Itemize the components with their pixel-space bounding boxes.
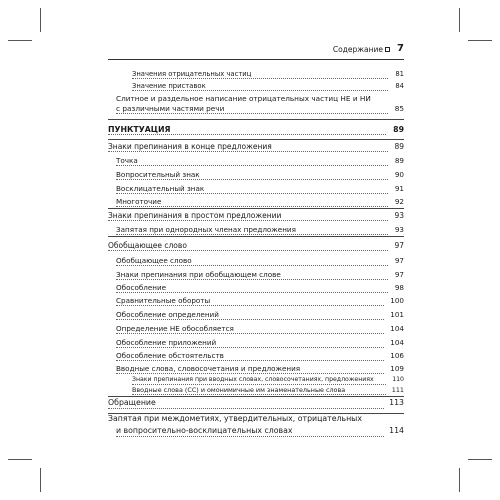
toc-entry-page: 93 bbox=[394, 211, 404, 220]
dot-leader bbox=[132, 394, 386, 395]
toc-entry-label: Вводные слова, словосочетания и предложения bbox=[116, 364, 301, 373]
toc-entry-label: Знаки препинания при обобщающем слове bbox=[116, 270, 281, 279]
dot-leader bbox=[116, 165, 388, 166]
toc-entry-page: 104 bbox=[390, 338, 404, 347]
dot-leader bbox=[108, 408, 384, 409]
toc-entry-label: Вопросительный знак bbox=[116, 170, 200, 179]
toc-entry-label: Вводные слова (СС) и омонимичные им знаменательные слова bbox=[132, 386, 346, 394]
dot-leader bbox=[116, 193, 388, 194]
toc-entry-label: Слитное и раздельное написание отрицательных частиц НЕ и НИ bbox=[116, 94, 371, 103]
crop-mark bbox=[459, 468, 460, 492]
page-number: 7 bbox=[397, 43, 404, 54]
toc-entry-page: 101 bbox=[390, 310, 404, 319]
dot-leader bbox=[116, 279, 388, 280]
dot-leader bbox=[116, 292, 388, 293]
toc-entry-label: Запятая при междометиях, утвердительных, отрицательных bbox=[108, 414, 362, 423]
toc-entry-label: Восклицательный знак bbox=[116, 184, 205, 193]
crop-mark bbox=[40, 468, 41, 492]
toc-entry-page: 89 bbox=[394, 156, 404, 165]
toc-entry-label: Обращение bbox=[108, 398, 156, 407]
toc-entry-page: 92 bbox=[394, 197, 404, 206]
dot-leader bbox=[132, 78, 388, 79]
dot-leader bbox=[116, 305, 384, 306]
dot-leader bbox=[108, 220, 388, 221]
section-divider bbox=[108, 139, 404, 140]
running-header-title: Содержание bbox=[332, 45, 383, 54]
dot-leader bbox=[116, 113, 388, 114]
crop-mark bbox=[40, 8, 41, 32]
toc-entry-page: 114 bbox=[389, 426, 404, 435]
toc-entry-label: Обобщающее слово bbox=[116, 256, 192, 265]
toc-entry-label: Обособление bbox=[116, 283, 167, 292]
header-rule bbox=[108, 59, 404, 60]
toc-entry-page: 113 bbox=[389, 398, 404, 407]
dot-leader bbox=[116, 373, 384, 374]
toc-entry-page: 85 bbox=[394, 104, 404, 113]
crop-mark bbox=[459, 8, 460, 32]
toc-entry-page: 98 bbox=[394, 283, 404, 292]
dot-leader bbox=[108, 250, 388, 251]
section-divider bbox=[108, 208, 404, 209]
toc-entry-label: Знаки препинания в конце предложения bbox=[108, 142, 272, 151]
toc-entry-page: 106 bbox=[390, 351, 404, 360]
toc-entry-label: Значение приставок bbox=[132, 82, 206, 90]
toc-entry-label: Знаки препинания при вводных словах, словосочетаниях, предложениях bbox=[132, 376, 374, 383]
dot-leader bbox=[132, 384, 386, 385]
toc-entry-page: 97 bbox=[394, 256, 404, 265]
dot-leader bbox=[116, 333, 384, 334]
section-divider bbox=[108, 119, 404, 120]
dot-leader bbox=[132, 90, 388, 91]
toc-entry-page: 84 bbox=[395, 82, 404, 90]
toc-entry-label: с различными частями речи bbox=[116, 104, 225, 113]
toc-entry-page: 90 bbox=[394, 170, 404, 179]
toc-entry-label: ПУНКТУАЦИЯ bbox=[108, 125, 171, 134]
toc-entry-page: 89 bbox=[393, 125, 404, 134]
toc-entry-label: Знаки препинания в простом предложении bbox=[108, 211, 282, 220]
toc-entry-label: Обособление обстоятельств bbox=[116, 351, 224, 360]
dot-leader bbox=[116, 265, 388, 266]
toc-entry-page: 81 bbox=[395, 70, 404, 78]
crop-mark bbox=[468, 459, 492, 460]
toc-entry-page: 97 bbox=[394, 270, 404, 279]
toc-entry-label: и вопросительно-восклицательных словах bbox=[116, 426, 293, 435]
section-divider bbox=[108, 396, 404, 397]
toc-entry-page: 110 bbox=[392, 376, 404, 383]
dot-leader bbox=[116, 206, 388, 207]
toc-entry-page: 91 bbox=[394, 184, 404, 193]
toc-entry-page: 111 bbox=[391, 386, 404, 394]
toc-entry-label: Обособление приложений bbox=[116, 338, 217, 347]
dot-leader bbox=[116, 436, 384, 437]
toc-entry-page: 104 bbox=[390, 324, 404, 333]
toc-entry-page: 109 bbox=[390, 364, 404, 373]
toc-entry-page: 89 bbox=[394, 142, 404, 151]
dot-leader bbox=[116, 319, 384, 320]
toc-entry-label: Многоточие bbox=[116, 197, 162, 206]
toc-entry-label: Сравнительные обороты bbox=[116, 296, 211, 305]
crop-mark bbox=[8, 40, 32, 41]
dot-leader bbox=[116, 179, 388, 180]
toc-entry-page: 97 bbox=[394, 241, 404, 250]
section-divider bbox=[108, 236, 404, 237]
dot-leader bbox=[108, 151, 388, 152]
toc-entry-label: Значения отрицательных частиц bbox=[132, 70, 252, 78]
toc-entry-page: 93 bbox=[394, 225, 404, 234]
toc-entry-label: Обособление определений bbox=[116, 310, 219, 319]
toc-entry-label: Обобщающее слово bbox=[108, 241, 187, 250]
crop-mark bbox=[8, 459, 32, 460]
dot-leader bbox=[116, 347, 384, 348]
toc-entry-label: Запятая при однородных членах предложения bbox=[116, 225, 296, 234]
dot-leader bbox=[116, 360, 384, 361]
crop-mark bbox=[468, 40, 492, 41]
toc-entry-page: 100 bbox=[390, 296, 404, 305]
toc-entry-label: Определение НЕ обособляется bbox=[116, 324, 234, 333]
dot-leader bbox=[108, 134, 386, 135]
toc-entry-label: Точка bbox=[116, 156, 138, 165]
square-icon bbox=[385, 47, 390, 52]
dot-leader bbox=[116, 234, 388, 235]
